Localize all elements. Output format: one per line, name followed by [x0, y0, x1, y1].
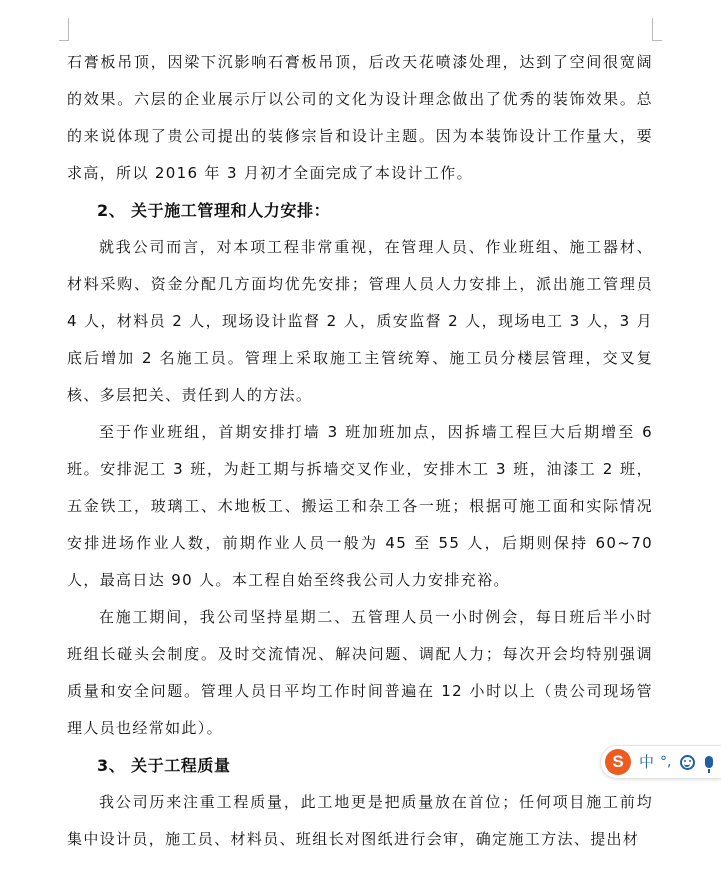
section-heading: [67, 747, 653, 784]
punctuation-toggle[interactable]: °,: [660, 754, 672, 770]
section-number: 2、: [97, 201, 126, 220]
body-paragraph: 我公司历来注重工程质量，此工地更是把质量放在首位；任何项目施工前均集中设计员，施工员、材料员、班组长对图纸进行会审，确定施工方法、提出材: [67, 793, 653, 848]
section-title: 关于施工管理和人力安排：: [131, 201, 331, 220]
top-right-margin-marker: [652, 18, 662, 41]
microphone-icon[interactable]: [705, 756, 713, 768]
top-left-margin-marker: [59, 18, 69, 41]
body-paragraph: 就我公司而言，对本项工程非常重视，在管理人员、作业班组、施工器材、材料采购、资金分配几方面均优先安排；管理人员人力安排上，派出施工管理员 4 人，材料员 2 人，现场设计监督 2 人，质安监督 2 人，现场电工 3 人，3 月底后增加 2 名施工员。管理上采取施工主管统筹、施工员分楼层管理，交叉复核、多层把关、责任到人的方法。: [67, 238, 653, 404]
body-paragraph: 至于作业班组，首期安排打墙 3 班加班加点，因拆墙工程巨大后期增至 6 班。安排泥工 3 班，为赶工期与拆墙交叉作业，安排木工 3 班，油漆工 2 班，五金铁工，玻璃工、木地板工、搬运工和杂工各一班；根据可施工面和实际情况安排进场作业人数，前期作业人员一般为 45 至 55 人，后期则保持 60~70 人，最高日达 90 人。本工程自始至终我公司人力安排充裕。: [67, 423, 653, 589]
section-heading: [67, 192, 653, 229]
sogou-logo-icon[interactable]: S: [605, 749, 631, 775]
emoji-icon[interactable]: [680, 755, 695, 770]
section-number: 3、: [97, 756, 126, 775]
body-paragraph: 在施工期间，我公司坚持星期二、五管理人员一小时例会，每日班后半小时班组长碰头会制度。及时交流情况、解决问题、调配人力；每次开会均特别强调质量和安全问题。管理人员日平均工作时间普遍在 12 小时以上（贵公司现场管理人员也经常如此）。: [67, 608, 653, 737]
input-mode-toggle[interactable]: 中: [639, 753, 655, 771]
ime-toolbar[interactable]: [601, 746, 721, 778]
section-title: 关于工程质量: [131, 756, 231, 775]
document-body[interactable]: [67, 44, 653, 858]
body-paragraph: 石膏板吊顶，因梁下沉影响石膏板吊顶，后改天花喷漆处理，达到了空间很宽阔的效果。六层的企业展示厅以公司的文化为设计理念做出了优秀的装饰效果。总的来说体现了贵公司提出的装修宗旨和设计主题。因为本装饰设计工作量大，要求高，所以 2016 年 3 月初才全面完成了本设计工作。: [67, 53, 653, 182]
